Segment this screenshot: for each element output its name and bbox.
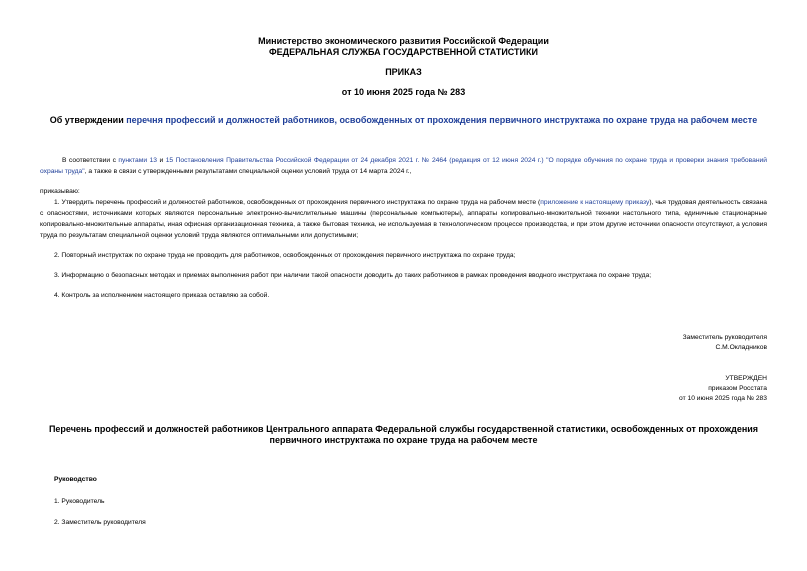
list-title: Перечень профессий и должностей работников Центрального аппарата Федеральной службы государственной статистики, освобожденных от прохождения первичного инструктажа по охране труда на рабочем месте	[48, 424, 759, 445]
section-heading: Руководство	[54, 476, 97, 483]
preamble-link-2[interactable]: 15 Постановления Правительства Российской Федерации от 24 декабря 2021 г. № 2464 (редакция от 12 июня 2024 г.) "О порядке обучения по охране труда и проверки знания требований охраны труда"	[40, 157, 768, 175]
order-word: приказываю:	[40, 188, 80, 195]
title-prefix: Об утверждении	[49, 115, 127, 125]
approval-line-3: от 10 июня 2025 года № 283	[679, 395, 767, 402]
item-1-link[interactable]: приложение к настоящему приказу	[540, 199, 650, 206]
preamble-text-3: , а также в связи с утвержденными результатами специальной оценки условий труда от 14 марта 2024 г.,	[84, 168, 412, 175]
title-link[interactable]: перечня профессий и должностей работников, освобожденных от прохождения первичного инструктажа по охране труда на рабочем месте	[126, 115, 758, 125]
preamble-text-2: и	[157, 157, 166, 164]
list-item: 1. Руководитель	[54, 498, 105, 505]
doc-date-number: от 10 июня 2025 года № 283	[341, 87, 466, 97]
signature-name: С.М.Окладников	[715, 344, 767, 351]
approval-line-2: приказом Росстата	[708, 385, 767, 392]
item-3: 3. Информацию о безопасных методах и приемах выполнения работ при наличии такой опасности доводить до таких работников в рамках проведения вводного инструктажа по охране труда;	[54, 272, 652, 279]
preamble-text-1: В соответствии с	[62, 157, 119, 164]
signature-position: Заместитель руководителя	[682, 334, 767, 341]
service-name: ФЕДЕРАЛЬНАЯ СЛУЖБА ГОСУДАРСТВЕННОЙ СТАТИСТИКИ	[269, 47, 538, 57]
item-1-text-a: 1. Утвердить перечень профессий и должностей работников, освобожденных от прохождения первичного инструктажа по охране труда на рабочем месте (	[54, 199, 541, 206]
item-2: 2. Повторный инструктаж по охране труда не проводить для работников, освобожденных от прохождения первичного инструктажа по охране труда;	[54, 252, 516, 259]
doc-type: ПРИКАЗ	[385, 67, 422, 77]
preamble-link-1[interactable]: пунктами 13	[118, 157, 157, 164]
item-1	[40, 197, 767, 241]
item-4: 4. Контроль за исполнением настоящего приказа оставляю за собой.	[54, 292, 270, 299]
item-1-text-b: ), чья трудовая деятельность связана с опасностями, источниками которых являются персональные электронно-вычислительные машины (персональные компьютеры), аппараты копировально-множительной техники настольного типа, единичные стационарные копировально-множительные аппараты, иная офисная организационная техника, а также бытовая техника, не используемая в технологическом процессе производства, и при этом другие источники опасности отсутствуют, а условия труда по результатам специальной оценки условий труда являются оптимальными или допустимыми;	[40, 199, 767, 239]
ministry-name: Министерство экономического развития Российской Федерации	[258, 36, 549, 46]
list-item: 2. Заместитель руководителя	[54, 519, 146, 526]
preamble	[40, 155, 767, 177]
doc-title	[40, 115, 767, 126]
approval-line-1: УТВЕРЖДЕН	[725, 375, 767, 382]
